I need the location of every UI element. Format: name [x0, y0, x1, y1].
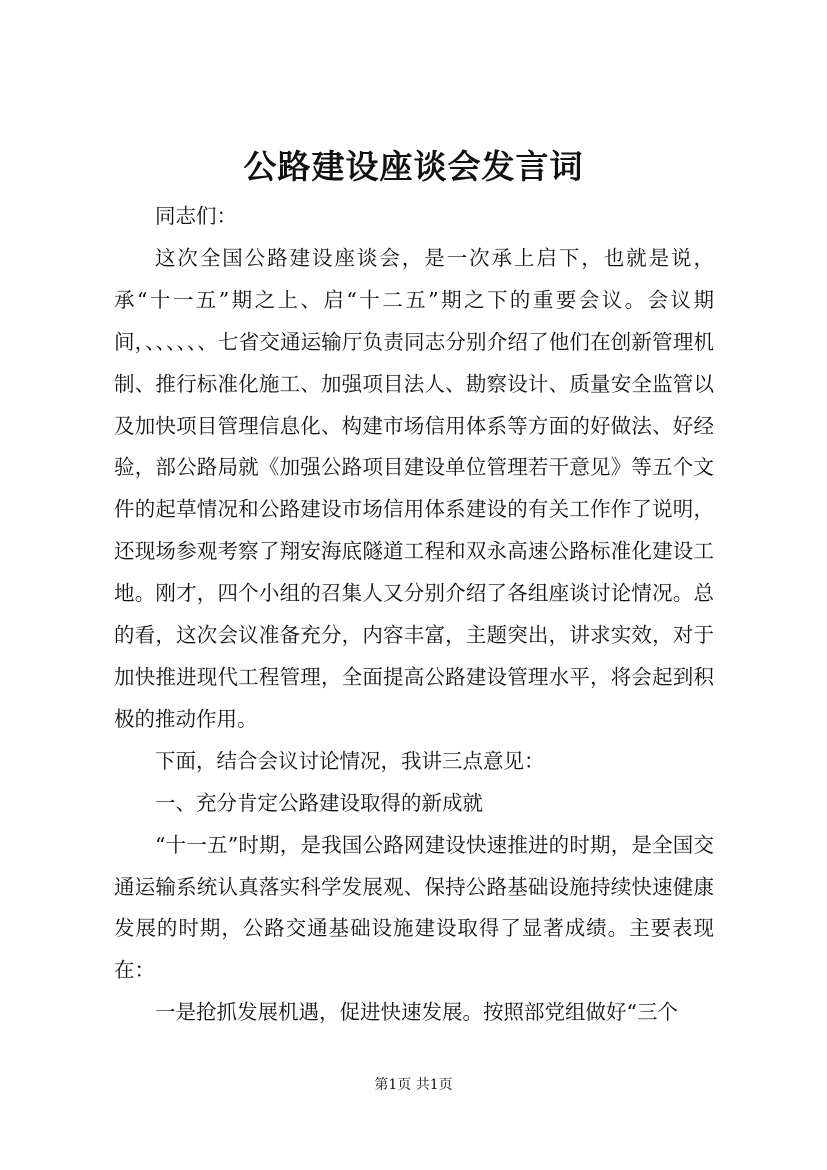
footer-page-number: 1	[388, 1077, 398, 1093]
footer-page-total: 1	[429, 1077, 439, 1093]
section-heading-1: 一、充分肯定公路建设取得的新成就	[155, 790, 483, 815]
document-body	[114, 196, 714, 1034]
salutation-paragraph: 同志们：	[155, 204, 237, 228]
document-title: 公路建设座谈会发言词	[243, 147, 584, 186]
footer-suffix: 页	[438, 1077, 453, 1093]
footer-mid: 页 共	[397, 1077, 430, 1093]
transition-paragraph: 下面，结合会议讨论情况，我讲三点意见：	[155, 748, 545, 773]
footer-prefix: 第	[374, 1077, 389, 1093]
point-one-paragraph: 一是抢抓发展机遇，促进快速发展。按照部党组做好“三个	[155, 1000, 678, 1025]
achievements-paragraph: “十一五”时期，是我国公路网建设快速推进的时期，是全国交通运输系统认真落实科学发展观、保持公路基础设施持续快速健康发展的时期，公路交通基础设施建设取得了显著成绩。主要表现在：	[114, 832, 714, 983]
page-footer	[0, 1075, 827, 1095]
intro-paragraph: 这次全国公路建设座谈会，是一次承上启下，也就是说，承“十一五”期之上、启“十二五”期之下的重要会议。会议期间，、、、、、、七省交通运输厅负责同志分别介绍了他们在创新管理机制、推行标准化施工、加强项目法人、勘察设计、质量安全监管以及加快项目管理信息化、构建市场信用体系等方面的好做法、好经验，部公路局就《加强公路项目建设单位管理若干意见》等五个文件的起草情况和公路建设市场信用体系建设的有关工作作了说明，还现场参观考察了翔安海底隧道工程和双永高速公路标准化建设工地。刚才，四个小组的召集人又分别介绍了各组座谈讨论情况。总的看，这次会议准备充分，内容丰富，主题突出，讲求实效，对于加快推进现代工程管理，全面提高公路建设管理水平，将会起到积极的推动作用。	[114, 245, 714, 731]
